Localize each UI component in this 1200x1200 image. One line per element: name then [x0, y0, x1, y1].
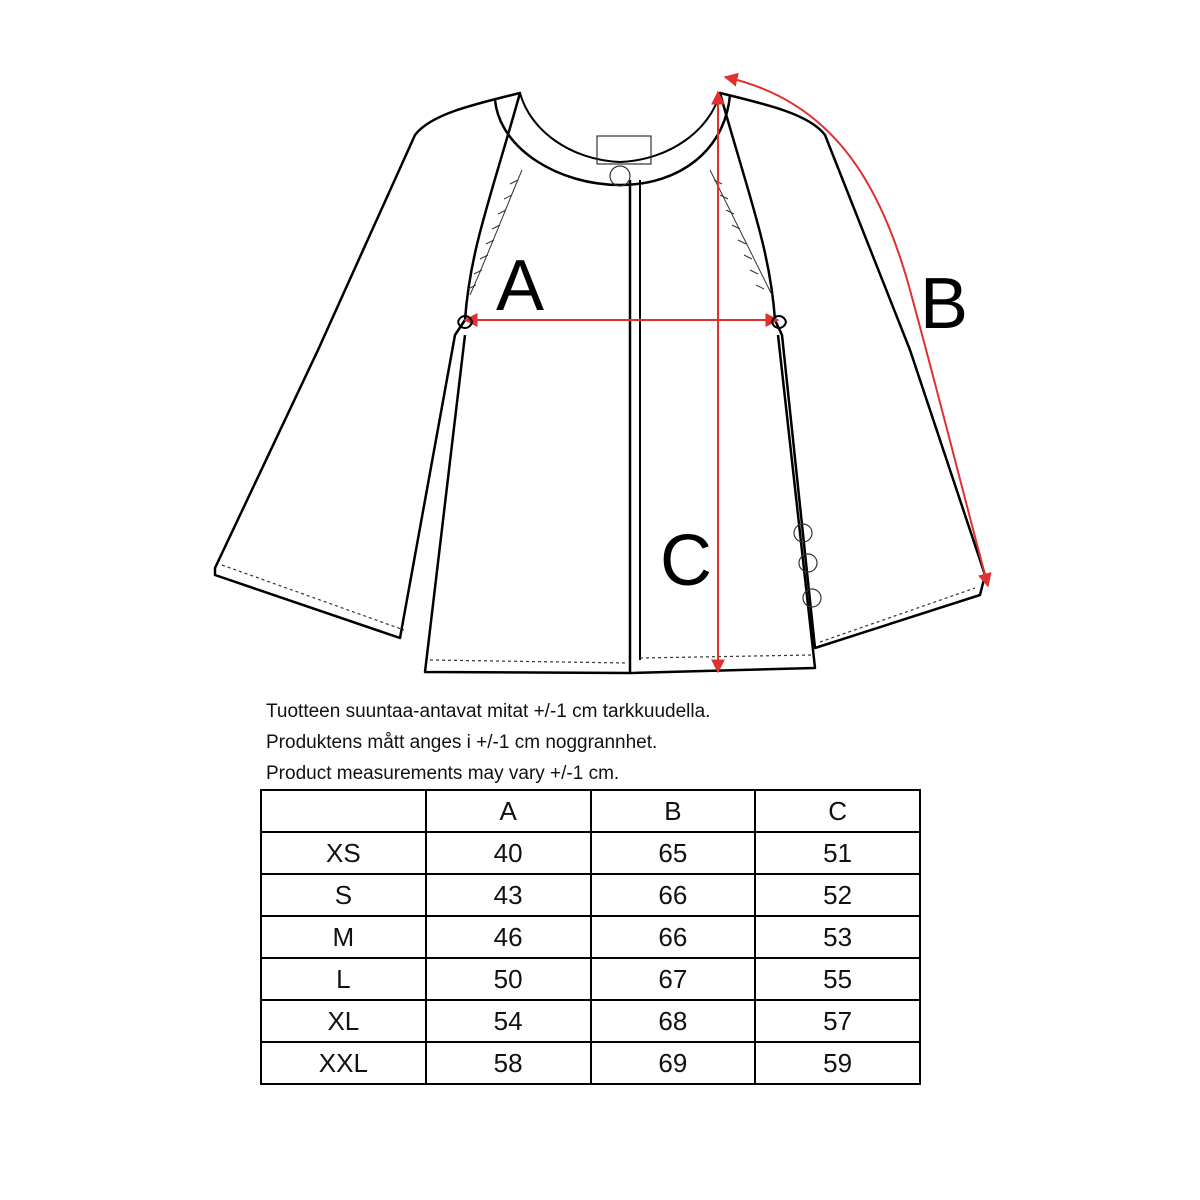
label-a: A [496, 246, 545, 326]
collar-button [610, 166, 630, 186]
header-size [261, 790, 426, 832]
note-finnish: Tuotteen suuntaa-antavat mitat +/-1 cm tarkkuudella. [266, 701, 711, 722]
value-cell: 43 [426, 874, 591, 916]
value-cell: 66 [591, 874, 756, 916]
value-cell: 46 [426, 916, 591, 958]
right-sleeve [720, 93, 985, 648]
header-a: A [426, 790, 591, 832]
collar [495, 95, 730, 185]
size-table [260, 789, 921, 1085]
value-cell: 65 [591, 832, 756, 874]
jacket-outline [215, 93, 985, 673]
value-cell: 57 [755, 1000, 920, 1042]
table-row [261, 1042, 920, 1084]
size-cell: M [261, 916, 426, 958]
value-cell: 68 [591, 1000, 756, 1042]
size-cell: L [261, 958, 426, 1000]
size-cell: S [261, 874, 426, 916]
value-cell: 69 [591, 1042, 756, 1084]
table-row [261, 916, 920, 958]
note-swedish: Produktens mått anges i +/-1 cm noggrannhet. [266, 732, 658, 753]
size-table-header-row [261, 790, 920, 832]
value-cell: 51 [755, 832, 920, 874]
left-sleeve [215, 93, 520, 638]
value-cell: 67 [591, 958, 756, 1000]
value-cell: 58 [426, 1042, 591, 1084]
size-cell: XXL [261, 1042, 426, 1084]
size-cell: XL [261, 1000, 426, 1042]
value-cell: 55 [755, 958, 920, 1000]
table-row [261, 832, 920, 874]
header-b: B [591, 790, 756, 832]
right-raglan-stitch [710, 170, 772, 295]
label-b: B [920, 264, 969, 344]
value-cell: 40 [426, 832, 591, 874]
value-cell: 59 [755, 1042, 920, 1084]
value-cell: 53 [755, 916, 920, 958]
value-cell: 66 [591, 916, 756, 958]
note-english: Product measurements may vary +/-1 cm. [266, 763, 620, 784]
size-cell: XS [261, 832, 426, 874]
value-cell: 50 [426, 958, 591, 1000]
table-row [261, 958, 920, 1000]
header-c: C [755, 790, 920, 832]
jacket-body [425, 335, 815, 673]
value-cell: 54 [426, 1000, 591, 1042]
label-c: C [660, 521, 712, 601]
table-row [261, 1000, 920, 1042]
value-cell: 52 [755, 874, 920, 916]
table-row [261, 874, 920, 916]
